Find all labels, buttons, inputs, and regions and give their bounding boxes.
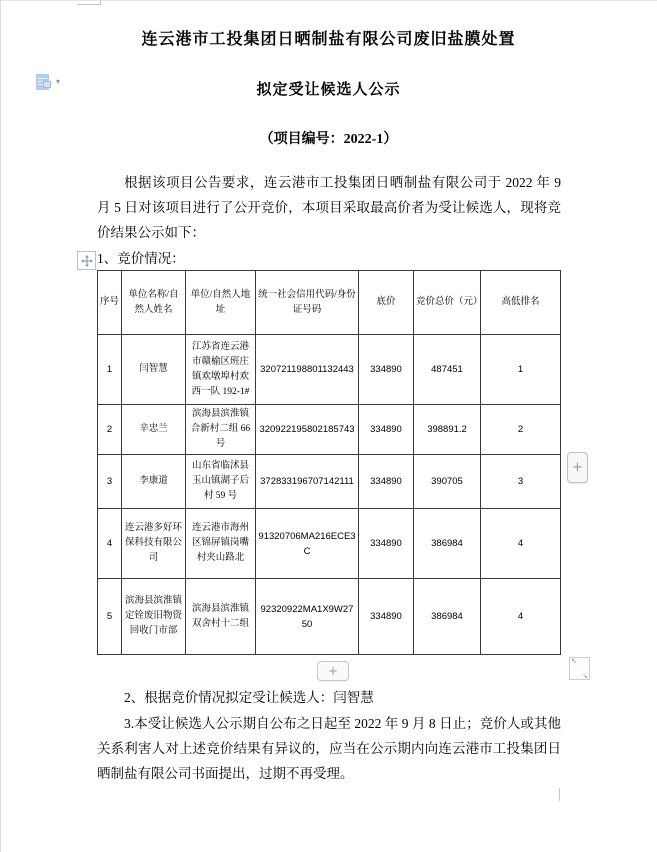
table-cell: 辛忠兰 bbox=[122, 405, 186, 455]
table-cell: 320721198801132443 bbox=[256, 335, 359, 405]
table-cell: 334890 bbox=[359, 455, 414, 509]
table-cell: 334890 bbox=[359, 335, 414, 405]
table-cell: 390705 bbox=[414, 455, 481, 509]
table-cell: 江苏省连云港市赣榆区班庄镇欢墩埠村欢西一队 192-1# bbox=[186, 335, 256, 405]
section-1-label: 1、竞价情况： bbox=[97, 251, 185, 266]
margin-crop-mark-top bbox=[78, 0, 101, 5]
bid-results-table bbox=[97, 270, 561, 655]
table-cell: 334890 bbox=[359, 405, 414, 455]
notice-paragraph: 3.本受让候选人公示期自公布之日起至 2022 年 9 月 8 日止；竞价人或其他关系利害人对上述竞价结果有异议的，应当在公示期内向连云港市工投集团日晒制盐有限公司书面提出，过期不再受理。 bbox=[97, 716, 561, 781]
table-move-handle-icon[interactable] bbox=[77, 251, 96, 270]
table-cell: 334890 bbox=[359, 509, 414, 579]
table-resize-handle-icon[interactable] bbox=[569, 657, 590, 680]
column-header: 竞价总价（元） bbox=[414, 271, 481, 335]
table-cell: 连云港市海州区锦屏镇岗嘴村夹山路北 bbox=[186, 509, 256, 579]
table-cell: 4 bbox=[481, 509, 561, 579]
table-cell: 山东省临沭县玉山镇湖子后村 59 号 bbox=[186, 455, 256, 509]
insert-column-button[interactable]: + bbox=[567, 452, 588, 483]
table-cell: 372833196707142111 bbox=[256, 455, 359, 509]
table-cell: 1 bbox=[98, 335, 122, 405]
table-cell: 4 bbox=[481, 579, 561, 655]
table-cell: 2 bbox=[98, 405, 122, 455]
table-cell: 3 bbox=[481, 455, 561, 509]
insert-row-button[interactable]: + bbox=[317, 661, 349, 681]
margin-crop-mark-bottom-right bbox=[559, 788, 560, 801]
table-cell: 386984 bbox=[414, 579, 481, 655]
doc-title-line2: 拟定受让候选人公示 bbox=[256, 82, 401, 98]
column-header: 底价 bbox=[359, 271, 414, 335]
table-cell: 334890 bbox=[359, 579, 414, 655]
column-header: 序号 bbox=[98, 271, 122, 335]
chevron-down-icon[interactable]: ▾ bbox=[56, 77, 61, 86]
table-cell: 2 bbox=[481, 405, 561, 455]
paste-options-icon bbox=[36, 74, 49, 90]
table-row bbox=[98, 405, 561, 455]
table-cell: 92320922MA1X9W2750 bbox=[256, 579, 359, 655]
table-cell: 4 bbox=[98, 509, 122, 579]
resize-arrow-nw-icon: ↖ bbox=[571, 657, 577, 665]
table-row bbox=[98, 335, 561, 405]
column-header: 单位/自然人地址 bbox=[186, 271, 256, 335]
column-header: 单位名称/自然人姓名 bbox=[122, 271, 186, 335]
table-cell: 滨海县滨淮镇定铨废旧物资回收门市部 bbox=[122, 579, 186, 655]
paste-options-control[interactable] bbox=[34, 73, 66, 93]
table-cell: 91320706MA216ECE3C bbox=[256, 509, 359, 579]
table-cell: 5 bbox=[98, 579, 122, 655]
intro-paragraph: 根据该项目公告要求，连云港市工投集团日晒制盐有限公司于 2022 年 9 月 5 日对该项目进行了公开竞价，本项目采取最高价者为受让候选人，现将竞价结果公示如下： bbox=[97, 175, 561, 240]
table-cell: 3 bbox=[98, 455, 122, 509]
table-cell: 386984 bbox=[414, 509, 481, 579]
table-row bbox=[98, 455, 561, 509]
table-cell: 320922195802185743 bbox=[256, 405, 359, 455]
candidate-paragraph: 2、根据竞价情况拟定受让候选人：闫智慧 bbox=[124, 690, 374, 705]
table-cell: 连云港多好环保科技有限公司 bbox=[122, 509, 186, 579]
table-header-row bbox=[98, 271, 561, 335]
column-header: 统一社会信用代码/身份证号码 bbox=[256, 271, 359, 335]
table-cell: 1 bbox=[481, 335, 561, 405]
project-number: （项目编号：2022-1） bbox=[259, 132, 398, 147]
table-cell: 滨海县滨淮镇合新村二组 66 号 bbox=[186, 405, 256, 455]
table-row bbox=[98, 579, 561, 655]
table-row bbox=[98, 509, 561, 579]
table-cell: 闫智慧 bbox=[122, 335, 186, 405]
table-cell: 李康道 bbox=[122, 455, 186, 509]
doc-title-line1: 连云港市工投集团日晒制盐有限公司废旧盐膜处置 bbox=[141, 31, 516, 48]
column-header: 高低排名 bbox=[481, 271, 561, 335]
resize-arrow-se-icon: ↘ bbox=[582, 672, 588, 680]
table-cell: 滨海县滨淮镇双舍村十二组 bbox=[186, 579, 256, 655]
table-cell: 487451 bbox=[414, 335, 481, 405]
table-body bbox=[98, 335, 561, 655]
table-cell: 398891.2 bbox=[414, 405, 481, 455]
